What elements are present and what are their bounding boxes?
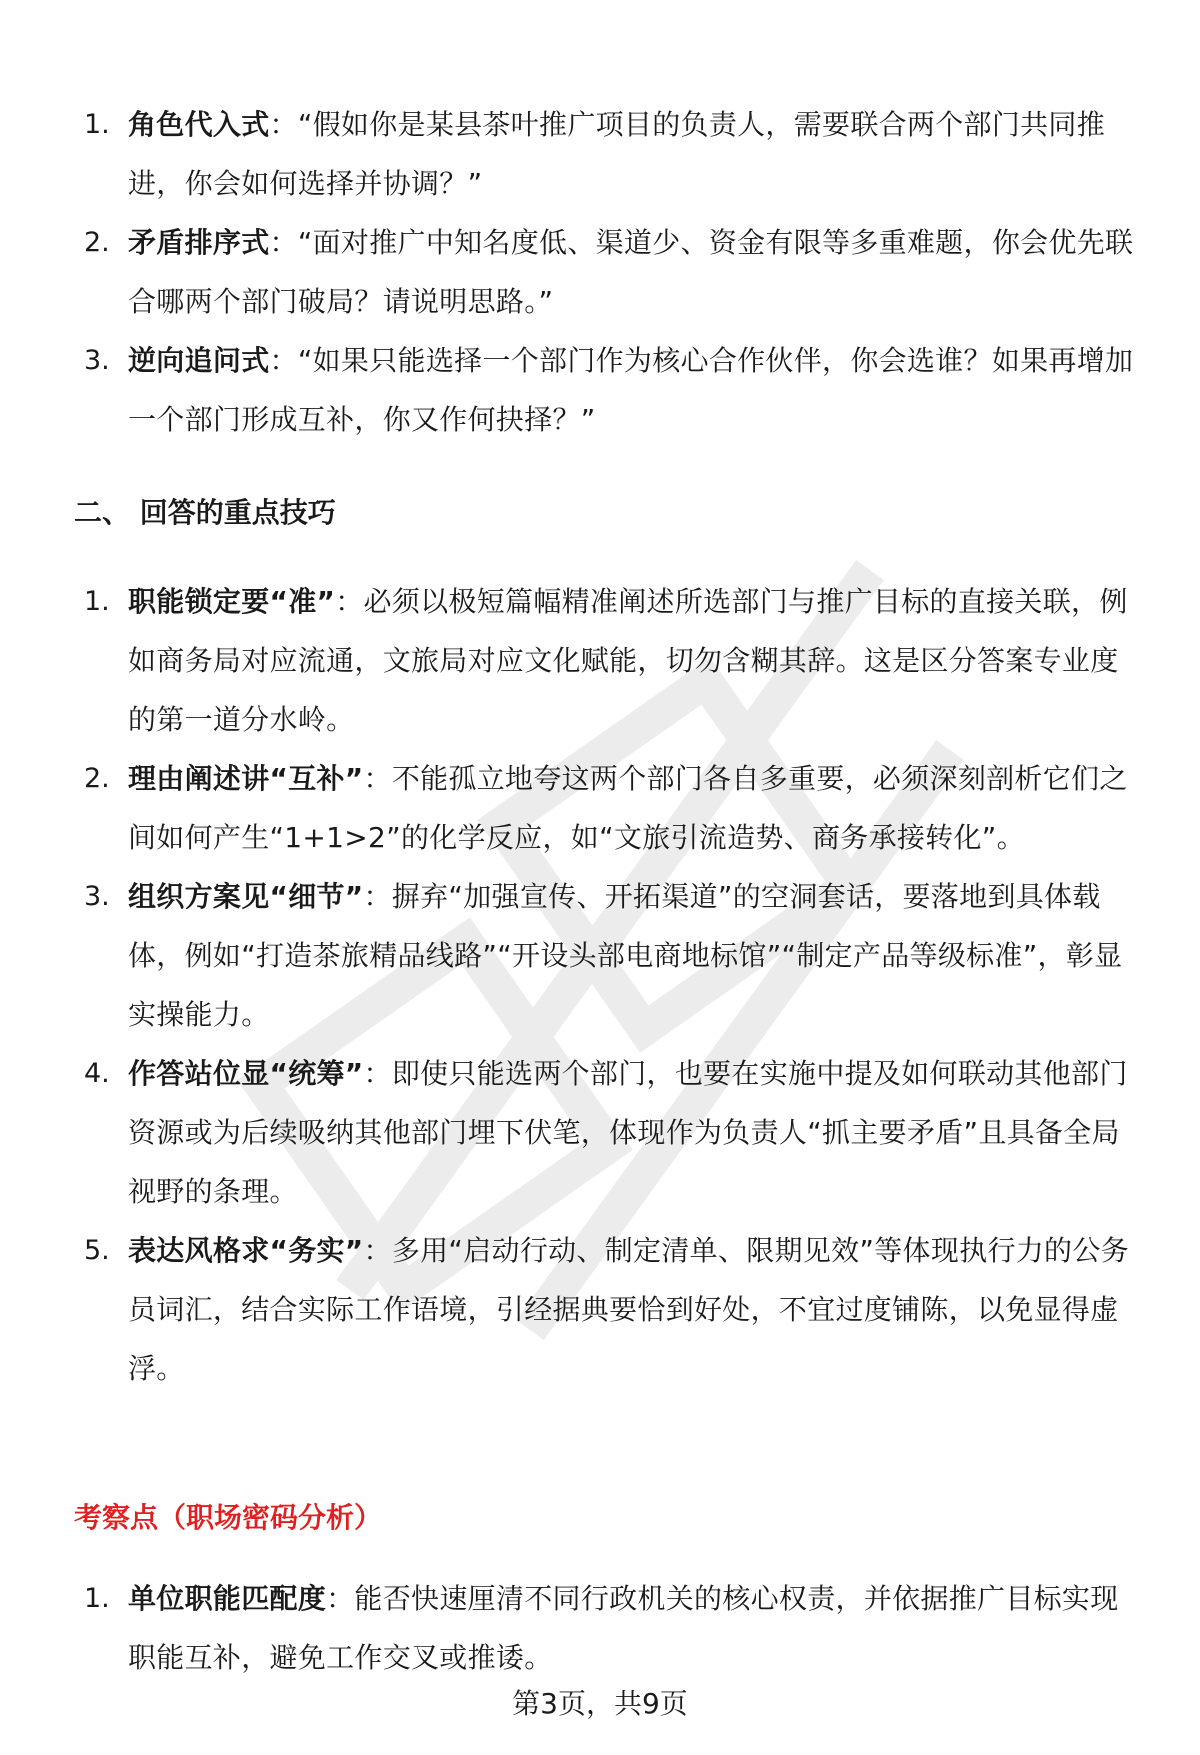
item-sep: ： <box>269 226 298 259</box>
list-item <box>0 749 1200 867</box>
assessment-points-list <box>0 1569 1200 1687</box>
item-term: 理由阐述讲“互补” <box>128 762 364 795</box>
item-sep: ： <box>363 1234 392 1267</box>
item-text: “假如你是某县茶叶推广项目的负责人，需要联合两个部门共同推进，你会如何选择并协调？” <box>128 108 1106 200</box>
item-text: 能否快速厘清不同行政机关的核心权责，并依据推广目标实现职能互补，避免工作交叉或推诿。 <box>128 1582 1119 1674</box>
answer-tips-list <box>0 572 1200 1398</box>
list-item <box>0 213 1200 331</box>
list-item <box>0 95 1200 213</box>
question-type-list <box>0 95 1200 449</box>
item-sep: ： <box>269 108 298 141</box>
list-item <box>0 572 1200 749</box>
page-footer: 第3页，共9页 <box>512 1687 688 1720</box>
item-sep: ： <box>269 344 298 377</box>
list-item <box>0 867 1200 1044</box>
item-text: “如果只能选择一个部门作为核心合作伙伴，你会选谁？如果再增加一个部门形成互补，你又作何抉择？” <box>128 344 1134 436</box>
item-term: 角色代入式 <box>128 108 270 141</box>
item-number: 1. <box>84 1583 110 1614</box>
item-sep: ： <box>363 880 392 913</box>
item-term: 作答站位显“统筹” <box>128 1057 364 1090</box>
item-text: “面对推广中知名度低、渠道少、资金有限等多重难题，你会优先联合哪两个部门破局？请说明思路。” <box>128 226 1134 318</box>
item-text: 摒弃“加强宣传、开拓渠道”的空洞套话，要落地到具体载体，例如“打造茶旅精品线路”“开设头部电商地标馆”“制定产品等级标准”，彰显实操能力。 <box>128 880 1123 1031</box>
item-term: 职能锁定要“准” <box>128 585 336 618</box>
item-number: 1. <box>84 109 110 140</box>
item-term: 逆向追问式 <box>128 344 270 377</box>
item-sep: ： <box>363 762 392 795</box>
item-term: 矛盾排序式 <box>128 226 270 259</box>
item-term: 组织方案见“细节” <box>128 880 364 913</box>
list-item <box>0 1569 1200 1687</box>
item-sep: ： <box>326 1582 355 1615</box>
section-heading: 二、 回答的重点技巧 <box>74 496 336 529</box>
item-text: 多用“启动行动、制定清单、限期见效”等体现执行力的公务员词汇，结合实际工作语境，引经据典要恰到好处，不宜过度铺陈，以免显得虚浮。 <box>128 1234 1129 1385</box>
item-text: 即使只能选两个部门，也要在实施中提及如何联动其他部门资源或为后续吸纳其他部门埋下伏笔，体现作为负责人“抓主要矛盾”且具备全局视野的条理。 <box>128 1057 1128 1208</box>
item-term: 表达风格求“务实” <box>128 1234 364 1267</box>
list-item <box>0 1221 1200 1398</box>
item-sep: ： <box>363 1057 392 1090</box>
item-number: 3. <box>84 881 110 912</box>
item-number: 4. <box>84 1058 110 1089</box>
item-number: 5. <box>84 1235 110 1266</box>
item-text: 不能孤立地夸这两个部门各自多重要，必须深刻剖析它们之间如何产生“1+1>2”的化学反应，如“文旅引流造势、商务承接转化”。 <box>128 762 1128 854</box>
item-number: 3. <box>84 345 110 376</box>
item-number: 1. <box>84 586 110 617</box>
item-sep: ： <box>335 585 364 618</box>
item-text: 必须以极短篇幅精准阐述所选部门与推广目标的直接关联，例如商务局对应流通，文旅局对应文化赋能，切勿含糊其辞。这是区分答案专业度的第一道分水岭。 <box>128 585 1128 736</box>
item-term: 单位职能匹配度 <box>128 1582 327 1615</box>
list-item <box>0 1044 1200 1221</box>
list-item <box>0 331 1200 449</box>
section-heading-red: 考察点（职场密码分析） <box>74 1501 383 1534</box>
item-number: 2. <box>84 227 110 258</box>
item-number: 2. <box>84 763 110 794</box>
